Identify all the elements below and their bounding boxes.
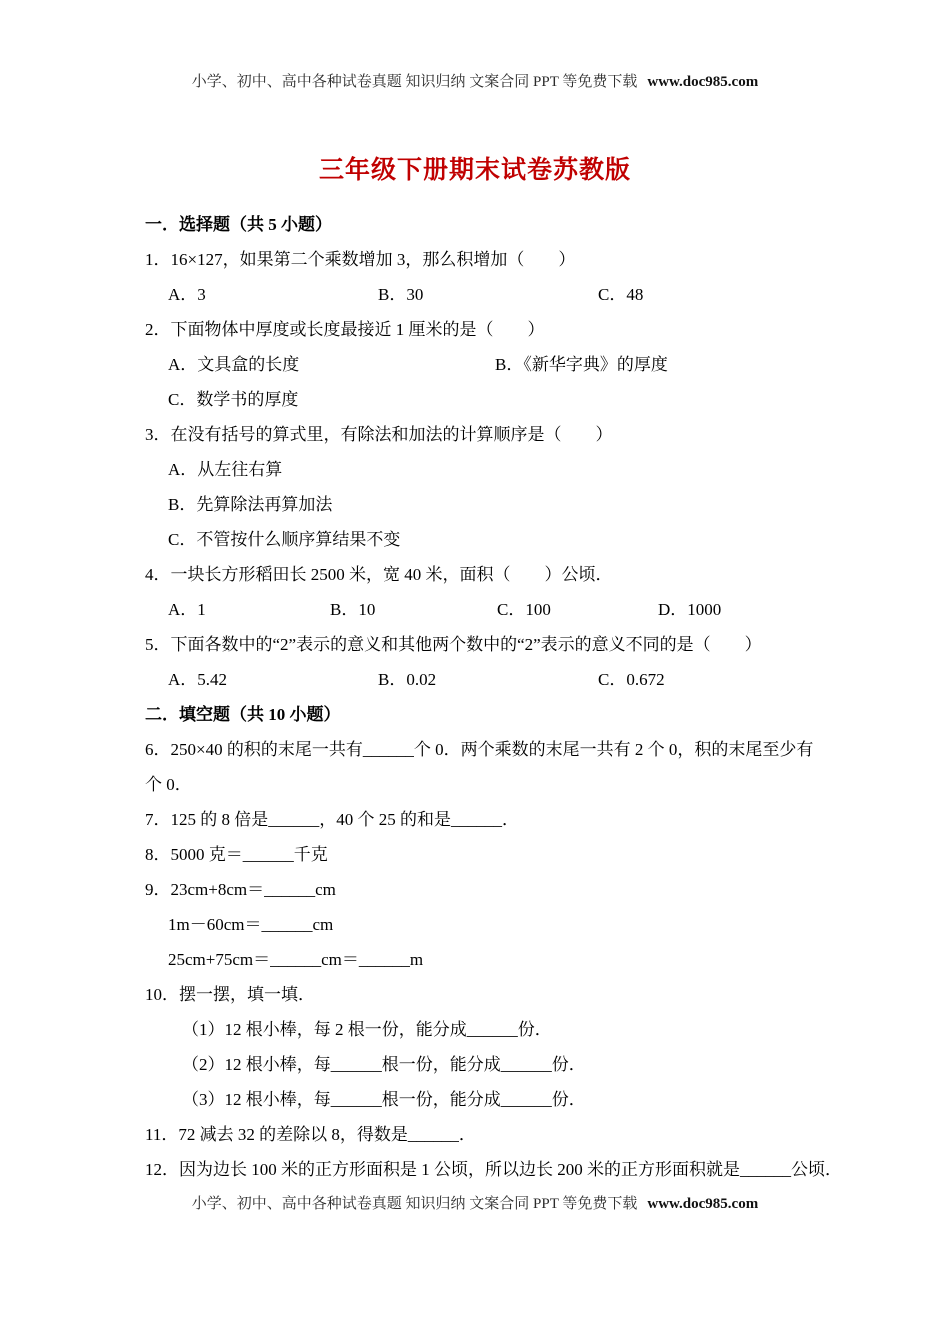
text-segment: C．0.672 [598, 670, 665, 689]
question-10-sub-3 [145, 1082, 845, 1117]
question-6-continuation [145, 767, 845, 802]
question-8 [145, 837, 845, 872]
text-segment: A．从左往右算 [168, 460, 283, 479]
text-segment: B．《新华字典》的厚度 [495, 355, 668, 374]
text-segment: A．5.42 [168, 670, 228, 689]
text-segment: B．0.02 [378, 670, 437, 689]
text-segment: 5．下面各数中的“2”表示的意义和其他两个数中的“2”表示的意义不同的是（ ） [145, 635, 762, 654]
question-6 [145, 732, 845, 767]
text-segment: 1．16×127，如果第二个乘数增加 3，那么积增加（ ） [145, 250, 576, 269]
exam-body [145, 207, 845, 1187]
text-segment: 2．下面物体中厚度或长度最接近 1 厘米的是（ ） [145, 320, 545, 339]
text-segment: 6．250×40 的积的末尾一共有______个 0．两个乘数的末尾一共有 2 个 0，积的末尾至少有 [145, 740, 814, 759]
question-1 [145, 242, 845, 277]
text-segment: （3）12 根小棒，每______根一份，能分成______份． [182, 1090, 586, 1109]
question-7 [145, 802, 845, 837]
text-segment: 7．125 的 8 倍是______，40 个 25 的和是______． [145, 810, 519, 829]
text-segment: C．100 [497, 600, 551, 619]
text-segment: 12．因为边长 100 米的正方形面积是 1 公顷，所以边长 200 米的正方形面积就是______公顷． [145, 1160, 842, 1179]
text-segment: B．30 [378, 285, 424, 304]
question-11 [145, 1117, 845, 1152]
text-segment: 个 0． [145, 775, 192, 794]
text-segment: 8．5000 克＝______千克 [145, 845, 328, 864]
page-footer [0, 1192, 950, 1213]
question-5-options [145, 662, 845, 697]
text-segment: A．1 [168, 600, 206, 619]
question-9-line-2 [145, 907, 845, 942]
question-4 [145, 557, 845, 592]
page-title: 三年级下册期末试卷苏教版 [318, 157, 631, 184]
text-segment: 11．72 减去 32 的差除以 8，得数是______． [145, 1125, 476, 1144]
question-4-options [145, 592, 845, 627]
text-segment: 3．在没有括号的算式里，有除法和加法的计算顺序是（ ） [145, 425, 613, 444]
question-2 [145, 312, 845, 347]
text-segment: B．10 [330, 600, 376, 619]
text-segment: D．1000 [658, 600, 722, 619]
question-3 [145, 417, 845, 452]
question-3-option-a [145, 452, 845, 487]
header-site-text: www.doc985.com [647, 74, 759, 90]
text-segment: A．文具盒的长度 [168, 355, 300, 374]
text-segment: C．数学书的厚度 [168, 390, 299, 409]
text-segment: C．48 [598, 285, 644, 304]
question-10 [145, 977, 845, 1012]
footer-site-text: www.doc985.com [647, 1196, 759, 1212]
question-1-options [145, 277, 845, 312]
question-3-option-b [145, 487, 845, 522]
text-segment: （2）12 根小棒，每______根一份，能分成______份． [182, 1055, 586, 1074]
header-text: 小学、初中、高中各种试卷真题 知识归纳 文案合同 PPT 等免费下载 [191, 74, 638, 90]
text-segment: C．不管按什么顺序算结果不变 [168, 530, 401, 549]
text-segment: 10．摆一摆，填一填． [145, 985, 315, 1004]
question-9-line-3 [145, 942, 845, 977]
text-segment: 二．填空题（共 10 小题） [145, 705, 341, 724]
text-segment: （1）12 根小棒，每 2 根一份，能分成______份． [182, 1020, 552, 1039]
question-10-sub-2 [145, 1047, 845, 1082]
question-2-options-ab [145, 347, 845, 382]
text-segment: 一．选择题（共 5 小题） [145, 215, 332, 234]
text-segment: 25cm+75cm＝______cm＝______m [168, 950, 424, 969]
text-segment: A．3 [168, 285, 206, 304]
question-9-line-1 [145, 872, 845, 907]
text-segment: 1m－60cm＝______cm [168, 915, 334, 934]
text-segment: 9．23cm+8cm＝______cm [145, 880, 336, 899]
question-2-option-c [145, 382, 845, 417]
page-header [0, 70, 950, 91]
text-segment: B．先算除法再算加法 [168, 495, 333, 514]
section-heading-fill [145, 697, 845, 732]
question-12 [145, 1152, 845, 1187]
question-5 [145, 627, 845, 662]
text-segment: 4．一块长方形稻田长 2500 米，宽 40 米，面积（ ）公顷． [145, 565, 613, 584]
question-10-sub-1 [145, 1012, 845, 1047]
question-3-option-c [145, 522, 845, 557]
section-heading-choice [145, 207, 845, 242]
footer-text: 小学、初中、高中各种试卷真题 知识归纳 文案合同 PPT 等免费下载 [191, 1196, 638, 1212]
